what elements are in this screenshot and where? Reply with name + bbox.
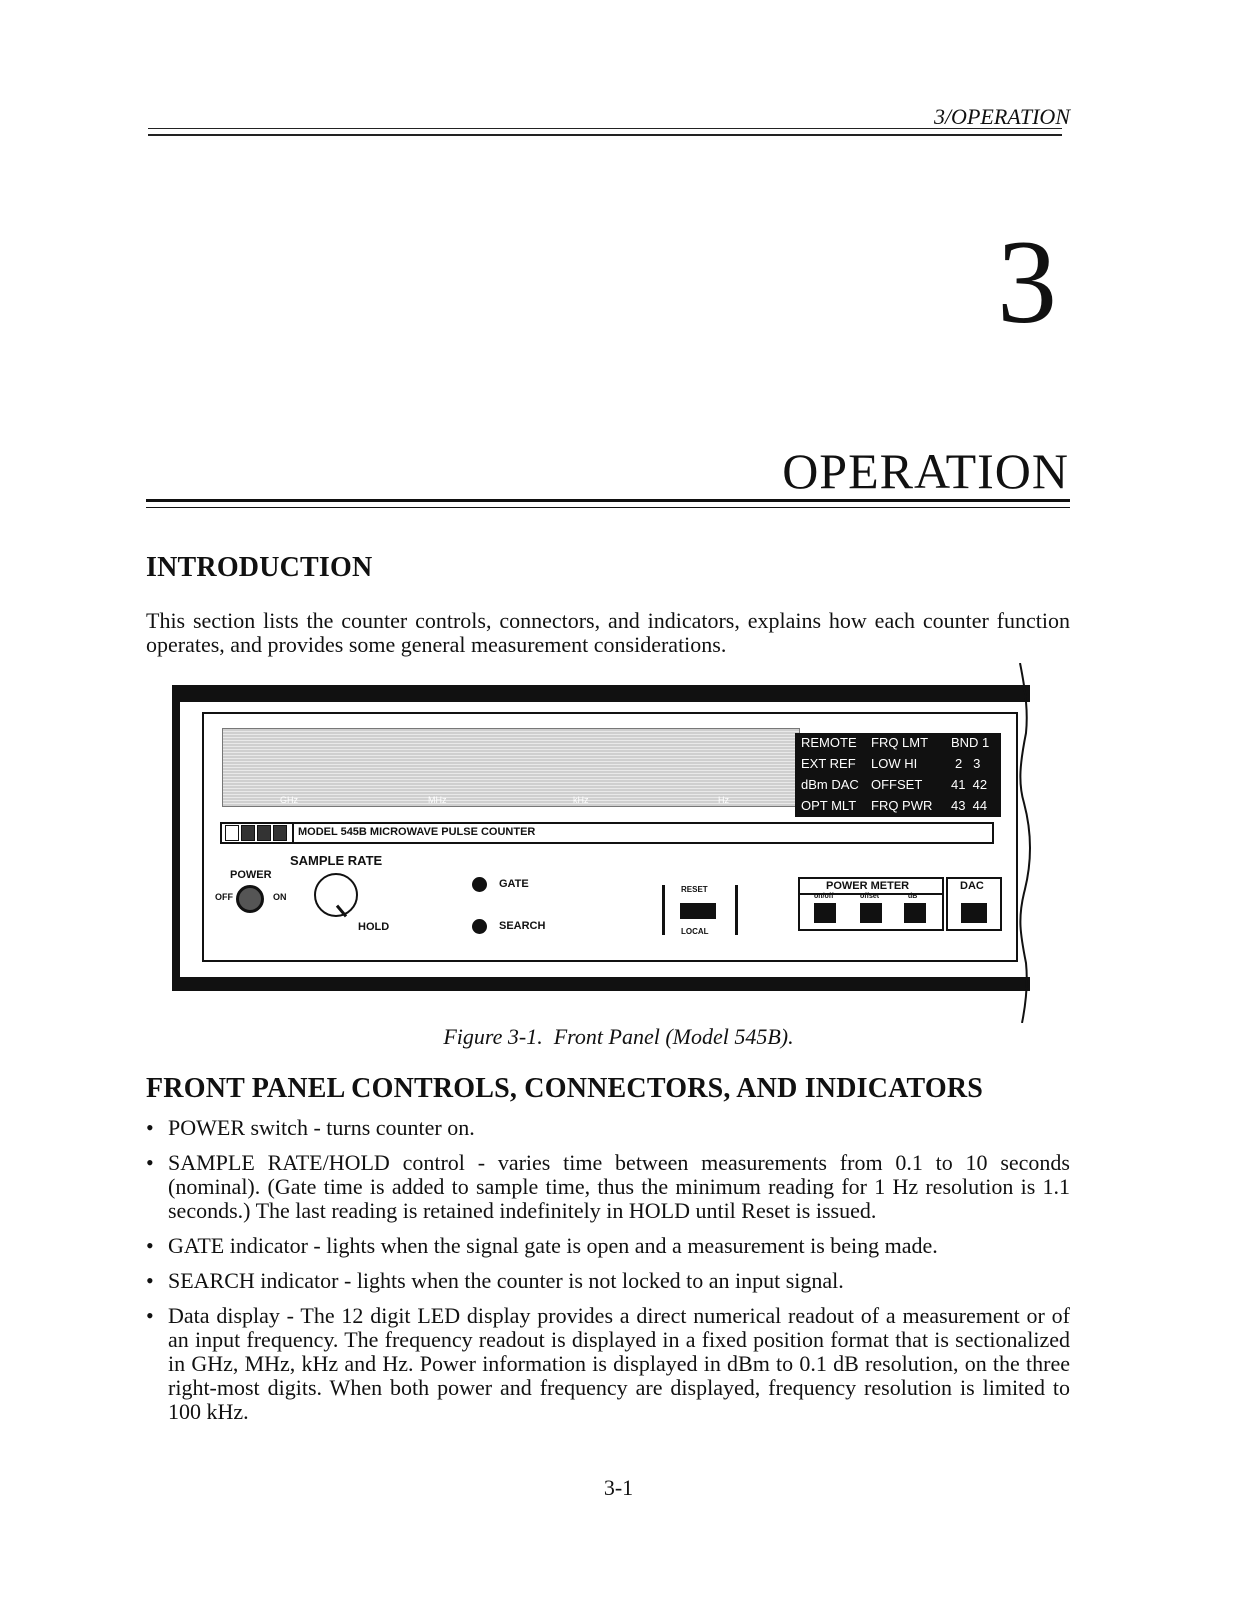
status-row bbox=[795, 733, 1001, 753]
on-label: ON bbox=[273, 892, 287, 902]
page-number: 3-1 bbox=[603, 1475, 634, 1500]
figure-left-bar bbox=[172, 702, 180, 977]
reset-label: RESET bbox=[681, 885, 708, 894]
status-row bbox=[795, 775, 1001, 795]
pm-offset-button[interactable] bbox=[860, 903, 882, 923]
status-cell: REMOTE bbox=[801, 735, 857, 750]
status-cell: OFFSET bbox=[871, 777, 923, 792]
unit-khz: kHz bbox=[573, 795, 589, 805]
introduction-text: This section lists the counter controls, connectors, and indicators, explains how each counter function operates, and provides some general measurement considerations. bbox=[146, 608, 1070, 657]
reset-button[interactable] bbox=[680, 903, 716, 919]
header-rule bbox=[148, 128, 1062, 136]
status-row bbox=[795, 754, 1001, 774]
logo-box bbox=[241, 825, 255, 841]
local-label: LOCAL bbox=[681, 927, 709, 936]
dac-label: DAC bbox=[960, 880, 984, 892]
pm-on-off-label: on/off bbox=[814, 893, 834, 900]
display-unit-row bbox=[228, 795, 794, 805]
logo-box bbox=[257, 825, 271, 841]
gate-led bbox=[472, 877, 487, 892]
hold-label: HOLD bbox=[358, 921, 390, 933]
list-item: • SEARCH indicator - lights when the counter is not locked to an input signal. bbox=[146, 1269, 1070, 1293]
pm-on-off-button[interactable] bbox=[814, 903, 836, 923]
chapter-number: 3 bbox=[997, 215, 1057, 348]
status-cell: 41 42 bbox=[951, 777, 988, 792]
status-cell: FRQ PWR bbox=[871, 798, 933, 813]
status-cell: dBm DAC bbox=[801, 777, 859, 792]
list-item: • SAMPLE RATE/HOLD control - varies time between measurements from 0.1 to 10 seconds (nominal). (Gate time is added to sample time, thus the minimum reading for 1 Hz resolution is 1.1 seconds.) The last reading is retained indefinitely in HOLD until Reset is issued. bbox=[146, 1151, 1070, 1223]
status-cell: FRQ LMT bbox=[871, 735, 929, 750]
unit-mhz: MHz bbox=[428, 795, 447, 805]
model-label: MODEL 545B MICROWAVE PULSE COUNTER bbox=[298, 826, 536, 838]
pm-db-label: dB bbox=[908, 893, 918, 900]
front-panel-heading: FRONT PANEL CONTROLS, CONNECTORS, AND INDICATORS bbox=[146, 1073, 984, 1104]
power-meter-box bbox=[798, 877, 944, 931]
status-cell: 2 3 bbox=[955, 756, 981, 771]
front-panel-figure bbox=[172, 685, 1052, 1010]
logo-box bbox=[273, 825, 287, 841]
status-cell: LOW HI bbox=[871, 756, 918, 771]
model-strip bbox=[220, 822, 994, 844]
search-led bbox=[472, 919, 487, 934]
unit-hz: Hz bbox=[718, 795, 729, 805]
title-rule bbox=[146, 499, 1070, 508]
pm-offset-label: offset bbox=[860, 893, 880, 900]
status-annunciators bbox=[795, 733, 1001, 817]
chapter-title: OPERATION bbox=[782, 443, 1069, 499]
model-divider bbox=[292, 824, 294, 842]
off-label: OFF bbox=[215, 892, 233, 902]
front-panel-list bbox=[146, 1116, 1070, 1435]
sample-rate-label: SAMPLE RATE bbox=[290, 853, 383, 868]
search-label: SEARCH bbox=[499, 920, 546, 932]
pm-db-button[interactable] bbox=[904, 903, 926, 923]
status-cell: BND 1 bbox=[951, 735, 990, 750]
sample-rate-knob[interactable] bbox=[314, 873, 358, 917]
running-header: 3/OPERATION bbox=[933, 104, 1070, 129]
panel-side-curve bbox=[1018, 663, 1052, 1023]
power-switch[interactable] bbox=[236, 885, 264, 913]
power-meter-label: POWER METER bbox=[826, 880, 910, 892]
power-label: POWER bbox=[230, 869, 272, 881]
list-item: • Data display - The 12 digit LED display provides a direct numerical readout of a measurement or of an input frequency. The frequency readout is displayed in a fixed position format that is sectionalized in GHz, MHz, kHz and Hz. Power information is displayed in dBm to 0.1 dB resolution, on the three right-most digits. When both power and frequency are displayed, frequency resolution is limited to 100 kHz. bbox=[146, 1304, 1070, 1424]
status-row bbox=[795, 796, 1001, 816]
dac-box bbox=[946, 877, 1002, 931]
figure-top-bar bbox=[172, 685, 1030, 702]
unit-ghz: GHz bbox=[280, 795, 298, 805]
introduction-heading: INTRODUCTION bbox=[146, 552, 373, 583]
status-cell: EXT REF bbox=[801, 756, 856, 771]
figure-caption: Figure 3-1. Front Panel (Model 545B). bbox=[443, 1024, 794, 1049]
list-item: • GATE indicator - lights when the signal gate is open and a measurement is being made. bbox=[146, 1234, 1070, 1258]
logo-box bbox=[225, 825, 239, 841]
status-cell: OPT MLT bbox=[801, 798, 857, 813]
gate-label: GATE bbox=[499, 878, 529, 890]
logo-boxes bbox=[225, 825, 287, 841]
list-item: • POWER switch - turns counter on. bbox=[146, 1116, 1070, 1140]
dac-button[interactable] bbox=[961, 903, 987, 923]
status-cell: 43 44 bbox=[951, 798, 988, 813]
figure-bottom-bar bbox=[172, 977, 1030, 991]
